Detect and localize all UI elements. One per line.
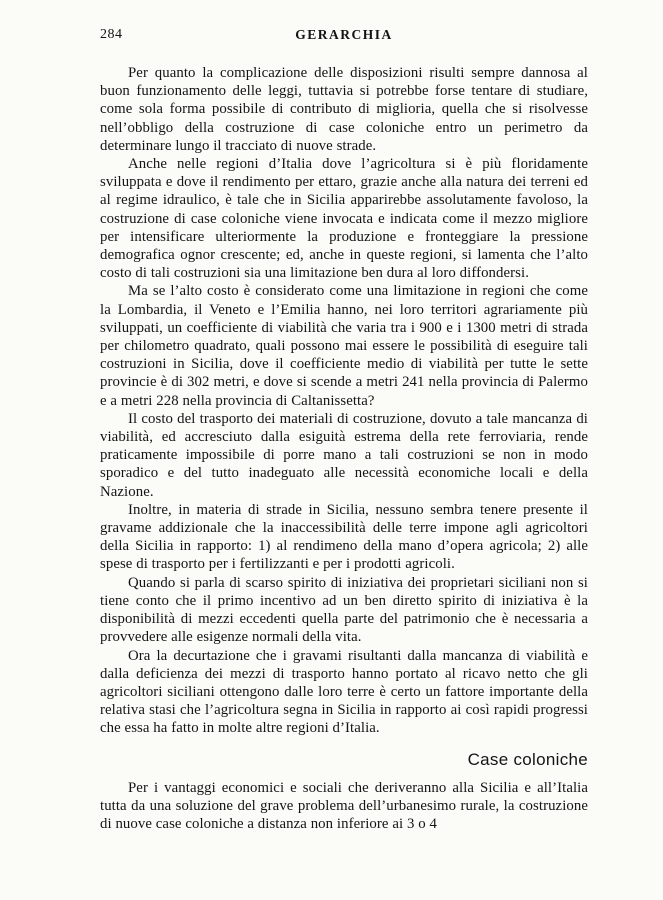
paragraph: Per quanto la complicazione delle disposizioni risulti sempre dannosa al buon funzionamento delle leggi, tuttavia si potrebbe forse tentare di studiare, come sola forma possibile di contributo di miglioria, quella che si risolvesse nell’obbligo della costruzione di case coloniche entro un perimetro da determinare lungo il tracciato di nuove strade. — [100, 65, 588, 154]
paragraph: Inoltre, in materia di strade in Sicilia, nessuno sembra tenere presente il gravame addizionale che la inaccessibilità delle terre impone agli agricoltori della Sicilia in rapporto: 1) al rendimeno della mano d’opera agricola; 2) alle spese di trasporto per i fertilizzanti e per i prodotti agricoli. — [100, 501, 588, 573]
paragraph: Per i vantaggi economici e sociali che deriveranno alla Sicilia e all’Italia tutta da una soluzione del grave problema dell’urbanesimo rurale, la costruzione di nuove case coloniche a distanza non inferiore ai 3 o 4 — [100, 779, 588, 832]
paragraph: Quando si parla di scarso spirito di iniziativa dei proprietari siciliani non si tiene conto che il primo incentivo ad un ben diretto spirito di iniziativa è la disponibilità di mezzi eccedenti quella parte del patrimonio che è necessaria a provvedere alle esigenze normali della vita. — [100, 574, 588, 646]
page-number: 284 — [100, 27, 123, 42]
section-heading: Case coloniche — [467, 749, 588, 769]
paragraph: Ma se l’alto costo è considerato come una limitazione in regioni che come la Lombardia, il Veneto e l’Emilia hanno, nei loro territori agrariamente più sviluppati, un coefficiente di viabilità che varia tra i 900 e i 1300 metri di strada per chilometro quadrato, quali possono mai essere le possibilità di eseguire tali costruzioni in Sicilia, dove il coefficiente medio di viabilità per tutte le sette provincie è di 302 metri, e dove si scende a metri 241 nella provincia di Palermo e a metri 228 nella provincia di Caltanissetta? — [100, 283, 588, 409]
paragraph: Ora la decurtazione che i gravami risultanti dalla mancanza di viabilità e dalla deficienza dei mezzi di trasporto hanno portato al ricavo netto che gli agricoltori siciliani ottengono dalle loro terre è certo un fattore importante della relativa stasi che l’agricoltura segna in Sicilia in rapporto ai così rapidi progressi che essa ha fatto in molte altre regioni d’Italia. — [100, 647, 588, 737]
paragraph: Anche nelle regioni d’Italia dove l’agricoltura si è più floridamente sviluppata e dove il rendimento per ettaro, grazie anche alla natura dei terreni ed al regime idraulico, è tale che in Sicilia apparirebbe assolutamente favoloso, la costruzione di case coloniche viene invocata e indicata come il mezzo migliore per intensificare ulteriormente la produzione e fronteggiare la pressione demografica ognor crescente; ed, anche in queste regioni, si lamenta che l’alto costo di tali costruzioni sia una limitazione ben dura al loro diffondersi. — [100, 156, 588, 282]
page-header — [100, 27, 588, 47]
paragraph: Il costo del trasporto dei materiali di costruzione, dovuto a tale mancanza di viabilità, ed accresciuto dalla esiguità estrema della rete ferroviaria, rende praticamente impossibile di porre mano a tali costruzioni se non in modo sporadico e del tutto inadeguato alle necessità economiche locali e della Nazione. — [100, 410, 588, 500]
running-title: GERARCHIA — [295, 27, 393, 42]
article-body — [100, 64, 588, 833]
